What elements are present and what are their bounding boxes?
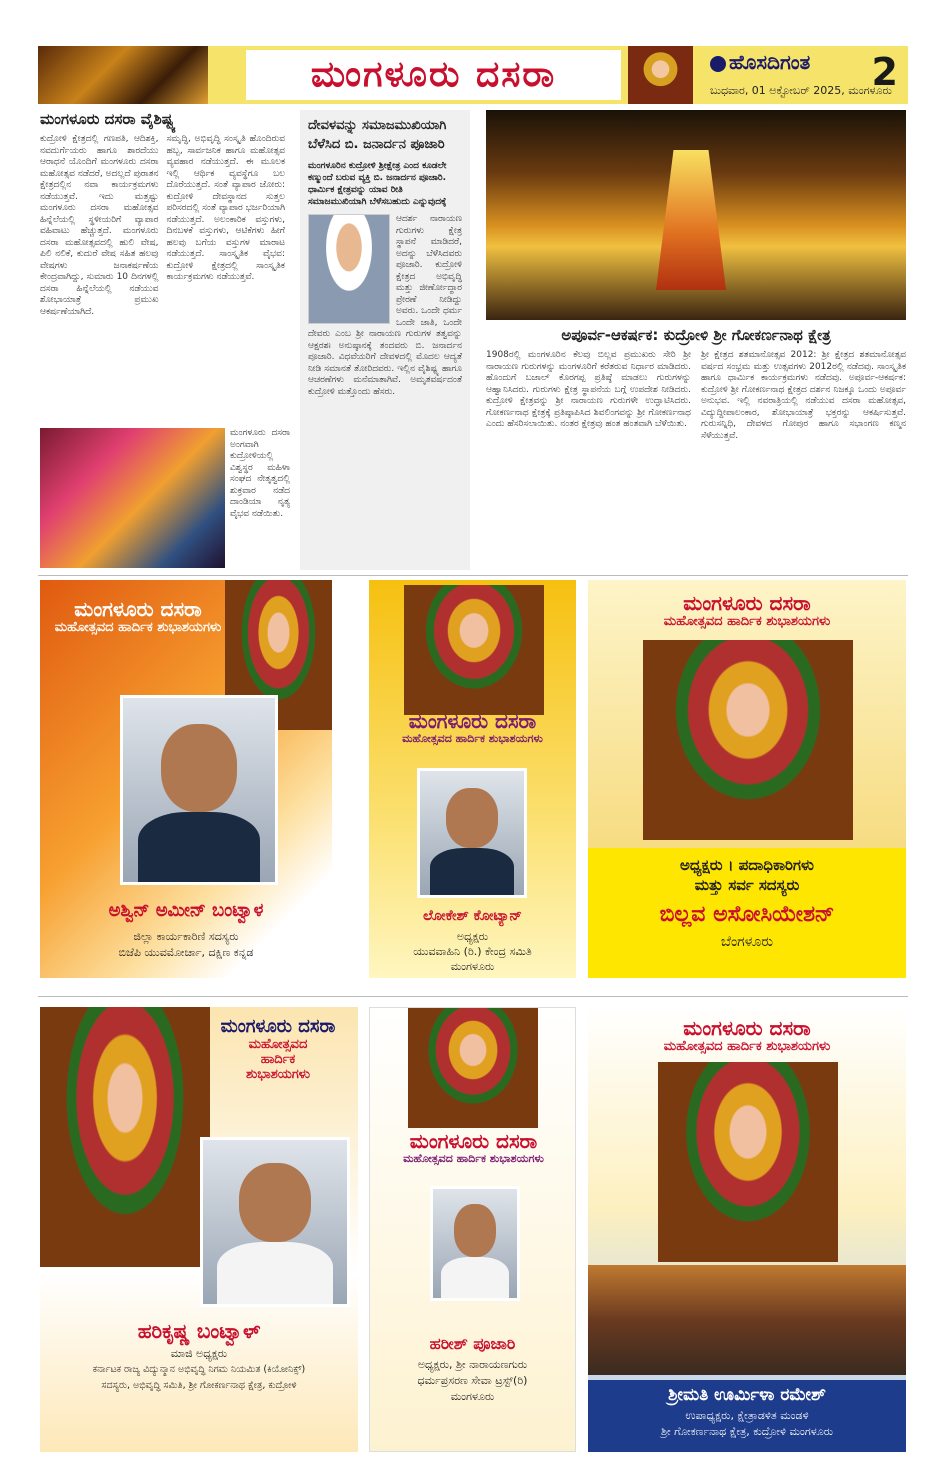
ad-heading [369, 710, 576, 746]
article-body: ಆದರ್ಶ ನಾರಾಯಣ ಗುರುಗಳು ಕ್ಷೇತ್ರ ಸ್ಥಾಪನೆ ಮಾಡಿದರೆ, ಅದನ್ನು ಬೆಳೆಸಿದವರು ಪೂಜಾರಿ. ಕುದ್ರೋಳಿ ಕ್ಷೇತ್ರದ ಅಭಿವೃದ್ಧಿ ಮತ್ತು ಜೀರ್ಣೋದ್ಧಾರ ಪ್ರೇರಣೆ ನೀಡಿದ್ದು ಅವರು. ಒಂದೇ ಧರ್ಮ ಒಂದೇ ಜಾತಿ, ಒಂದೇ ದೇವರು ಎಂಬ ಶ್ರೀ ನಾರಾಯಣ ಗುರುಗಳ ತತ್ವವನ್ನು ಆಕ್ಷರಶಃ ಅನುಷ್ಠಾನಕ್ಕೆ ತಂದವರು ಬಿ. ಜನಾರ್ದನ ಪೂಜಾರಿ. ವಿಧವೆಯರಿಗೆ ದೇವಳದಲ್ಲಿ ಮೊದಲ ಆದ್ಯತೆ ನೀಡಿ ಸಮಾನತೆ ತೋರಿದವರು. ಇಲ್ಲಿನ ವೈಶಿಷ್ಟ್ಯ ಹಾಗೂ ಆಚರಣೆಗಳು ಮನೆಮಾತಾಗಿವೆ. ಅಮೃತವರ್ಷದಂತೆ ಕುದ್ರೋಳಿ ಮತ್ತೊಂದು ಹೆಸರು. [308, 214, 462, 397]
ad-title: ಮಂಗಳೂರು ದಸರಾ [408, 709, 537, 733]
janardhan-poojary-photo [308, 214, 390, 324]
ad-line: ಮತ್ತು ಸರ್ವ ಸದಸ್ಯರು [694, 876, 800, 894]
article-lead: ಮಂಗಳೂರಿನ ಕುದ್ರೋಳಿ ಶ್ರೀಕ್ಷೇತ್ರ ಎಂದ ಕೂಡಲೇ ಕಣ್ಮುಂದೆ ಬರುವ ವ್ಯಕ್ತಿ ಬಿ. ಜನಾರ್ದನ ಪೂಜಾರಿ. ಧಾರ್ಮಿಕ ಕ್ಷೇತ್ರವನ್ನು ಯಾವ ರೀತಿ ಸಮಾಜಮುಖಿಯಾಗಿ ಬೆಳೆಸಬಹುದು ಎನ್ನುವುದಕ್ಕೆ [308, 161, 447, 207]
person-org: ಧರ್ಮಪ್ರಸರಣ ಸೇವಾ ಟ್ರಸ್ಟ್(ರಿ) [417, 1374, 528, 1387]
ad-subtitle: ಮಹೋತ್ಸವದ [248, 1036, 308, 1052]
article-column: ಕುದ್ರೋಳಿ ಕ್ಷೇತ್ರದಲ್ಲಿ ಗಣಪತಿ, ಆದಿಶಕ್ತಿ, ನವದುರ್ಗೆಯರು ಹಾಗೂ ಶಾರದೆಯು ಆರಾಧನೆ ಯೊಂದಿಗೆ ಮಂಗಳೂರು ದಸರಾ ಮಹೋತ್ಸವ ನಡೆದರೆ, ಅದಲ್ಲದೆ ಪುರಾತನ ಕ್ಷೇತ್ರದಲ್ಲಿನ ನವಾ ಕಾರ್ಯಕ್ರಮಗಳು ನಡೆಯುತ್ತವೆ. ಇದು ಮತ್ತಷ್ಟು ಮಂಗಳೂರು ದಸರಾ ಮಹೋತ್ಸವ ಹಿನ್ನೆಲೆಯಲ್ಲಿ ಸ್ಥಳೀಯರಿಗೆ ವ್ಯಾಪಾರ ವಹಿವಾಟು ಹೆಚ್ಚುತ್ತದೆ. ಮಂಗಳೂರು ದಸರಾ ಮಹೋತ್ಸವದಲ್ಲಿ ಹುಲಿ ವೇಷ, ಪಿಲಿ ನಲಿಕೆ, ಕುದುರೆ ವೇಷ ಸಹಿತ ಹಲವು ವೇಷಗಳು ಜನಾಕರ್ಷಣೆಯ ಕೇಂದ್ರವಾಗಿದ್ದು, ಸುಮಾರು 10 ದಿನಗಳಲ್ಲಿ ದಸರಾ ಹಿನ್ನೆಲೆಯಲ್ಲಿ ನಡೆಯುವ ಶೋಭಾಯಾತ್ರೆ ಪ್ರಮುಖ ಆಕರ್ಷಣೆಯಾಗಿದೆ. [40, 134, 159, 317]
article-dasara-features [40, 110, 285, 425]
ad-line: ಅಧ್ಯಕ್ಷರು । ಪದಾಧಿಕಾರಿಗಳು [680, 856, 814, 874]
person-org: ಬಿಜೆಪಿ ಯುವಮೋರ್ಚಾ, ದಕ್ಷಿಣ ಕನ್ನಡ [118, 946, 254, 959]
body-shape [441, 1257, 508, 1298]
person-photo [200, 1137, 350, 1307]
person-org: ಯುವವಾಹಿನಿ (ರಿ.) ಕೇಂದ್ರ ಸಮಿತಿ [413, 945, 532, 958]
goddess-image [628, 46, 693, 104]
logo-icon [710, 56, 726, 72]
goddess-image [643, 640, 853, 840]
person-role: ಅಧ್ಯಕ್ಷರು [456, 930, 489, 943]
ad-title: ಮಂಗಳೂರು ದಸರಾ [74, 597, 202, 621]
photo-caption: ಮಂಗಳೂರು ದಸರಾ ಅಂಗವಾಗಿ ಕುದ್ರೋಳಿಯಲ್ಲಿ ವಿಶ್ವಸ್ಥರ ಮಹಿಳಾ ಸಂಘದ ನೇತೃತ್ವದಲ್ಲಿ ಶುಕ್ರವಾರ ನಡೆದ ದಾಂಡಿಯಾ ನೃತ್ಯ ವೈಭವ ನಡೆಯಿತು. [230, 428, 290, 519]
ad-heading [588, 1017, 906, 1055]
greeting-ad [369, 580, 576, 978]
ad-subtitle: ಹಾರ್ದಿಕ [260, 1051, 296, 1067]
person-role: ಮಾಜಿ ಅಧ್ಯಕ್ಷರು [170, 1347, 228, 1360]
greeting-ad [369, 1007, 576, 1452]
goddess-image [40, 1007, 210, 1267]
face-shape [454, 1204, 496, 1256]
person-photo [120, 695, 278, 885]
article-heading: ಮಂಗಳೂರು ದಸರಾ ವೈಶಿಷ್ಟ್ಯ [40, 110, 176, 128]
newspaper-name: ಹೊಸದಿಗಂತ [729, 50, 811, 74]
ad-subtitle: ಮಹೋತ್ಸವದ ಹಾರ್ದಿಕ ಶುಭಾಶಯಗಳು [402, 732, 543, 745]
divider [38, 996, 908, 997]
person-photo [430, 1186, 520, 1301]
page-number: 2 [871, 50, 898, 94]
person-org: ಶ್ರೀ ಗೋಕರ್ಣನಾಥ ಕ್ಷೇತ್ರ, ಕುದ್ರೋಳಿ ಮಂಗಳೂರು [660, 1425, 834, 1438]
article-column: 1908ರಲ್ಲಿ ಮಂಗಳೂರಿನ ಕೆಲವು ಬಿಲ್ಲವ ಪ್ರಮುಖರು ಸೇರಿ ಶ್ರೀ ನಾರಾಯಣ ಗುರುಗಳನ್ನು ಮಂಗಳೂರಿಗೆ ಕರೆತರುವ ನಿರ್ಧಾರ ಮಾಡಿದರು. ಹೊಂದುಗೆ ಬಜಾಲ್ ಕೊರಗಪ್ಪ ಪ್ರತಿಷ್ಠೆ ಮಾಡಲು ಗುರುಗಳನ್ನು ಆಹ್ವಾನಿಸಿದರು. ಗುರುಗಳು ಕ್ಷೇತ್ರ ಸ್ಥಾಪನೆಯ ಬಗ್ಗೆ ಉಪದೇಶ ನೀಡಿದರು. ಕುದ್ರೋಳಿ ಕ್ಷೇತ್ರವನ್ನು ಶ್ರೀ ನಾರಾಯಣ ಗುರುಗಳೇ ಉದ್ಘಾಟಿಸಿದರು. ಗೋಕರ್ಣನಾಥ ಕ್ಷೇತ್ರಕ್ಕೆ ಪ್ರತಿಷ್ಠಾಪಿಸಿದ ಶಿವಲಿಂಗವನ್ನು ಶ್ರೀ ಗೋಕರ್ಣನಾಥ ಎಂದು ಹೆಸರಿಸಲಾಯಿತು. ನಂತರ ಕ್ಷೇತ್ರವು ಹಂತ ಹಂತವಾಗಿ ಬೆಳೆಯಿತು. [486, 350, 691, 429]
org-name: ಬಿಲ್ಲವ ಅಸೋಸಿಯೇಶನ್ [659, 902, 835, 927]
ad-title: ಮಂಗಳೂರು ದಸರಾ [220, 1016, 336, 1037]
ad-subtitle: ಮಹೋತ್ಸವದ ಹಾರ್ದಿಕ ಶುಭಾಶಯಗಳು [403, 1152, 544, 1165]
person-photo [417, 768, 527, 898]
face-shape [161, 724, 237, 812]
ad-title: ಮಂಗಳೂರು ದಸರಾ [409, 1129, 538, 1153]
ad-subtitle: ಮಹೋತ್ಸವದ ಹಾರ್ದಿಕ ಶುಭಾಶಯಗಳು [663, 1039, 831, 1054]
ad-subtitle: ಮಹೋತ್ಸವದ ಹಾರ್ದಿಕ ಶುಭಾಶಯಗಳು [663, 614, 831, 629]
body-shape [430, 848, 513, 895]
goddess-image [658, 1062, 838, 1262]
person-org: ಕರ್ನಾಟಕ ರಾಜ್ಯ ವಿದ್ಯುನ್ಮಾನ ಅಭಿವೃದ್ಧಿ ನಿಗಮ ನಿಯಮಿತ (ಕಿಯೋನಿಕ್ಸ್) [92, 1364, 306, 1375]
temple-tower [656, 150, 726, 290]
face-shape [239, 1163, 311, 1242]
temple-photo [486, 110, 906, 320]
person-name: ಅಶ್ವಿನ್ ಅಮೀನ್ ಬಂಟ್ವಾಳ [108, 900, 264, 921]
body-shape [138, 812, 260, 882]
ad-title: ಮಂಗಳೂರು ದಸರಾ [683, 591, 811, 615]
greeting-ad [40, 1007, 358, 1452]
face-shape [446, 788, 498, 848]
ad-heading [208, 1017, 348, 1083]
temple-facade [588, 1265, 906, 1375]
divider [38, 575, 908, 576]
greeting-ad [588, 1007, 906, 1452]
person-name: ಹರಿಕೃಷ್ಣ ಬಂಟ್ವಾಳ್ [137, 1319, 261, 1343]
article-heading: ಅಪೂರ್ವ-ಆಕರ್ಷಕ: ಕುದ್ರೋಳಿ ಶ್ರೀ ಗೋಕರ್ಣನಾಥ ಕ್ಷೇತ್ರ [561, 326, 831, 344]
person-role: ಜಿಲ್ಲಾ ಕಾರ್ಯಕಾರಿಣಿ ಸದಸ್ಯರು [133, 930, 239, 943]
goddess-image [408, 1008, 538, 1128]
body-shape [217, 1242, 332, 1304]
article-janardhan-poojary [300, 110, 470, 570]
article-heading: ದೇವಳವನ್ನು ಸಮಾಜಮುಖಿಯಾಗಿ ಬೆಳೆಸಿದ ಬಿ. ಜನಾರ್ದನ ಪೂಜಾರಿ [308, 118, 447, 152]
person-role: ಉಪಾಧ್ಯಕ್ಷರು, ಕ್ಷೇತ್ರಾಡಳಿತ ಮಂಡಳಿ [685, 1409, 809, 1422]
article-column: ಶ್ರೀ ಕ್ಷೇತ್ರದ ಶತಮಾನೋತ್ಸವ 2012: ಶ್ರೀ ಕ್ಷೇತ್ರದ ಶತಮಾನೋತ್ಸವ ವರ್ಷದ ಸಂಭ್ರಮ ಮತ್ತು ಉತ್ಸವಗಳು 2012ರಲ್ಲಿ ನಡೆದವು. ಸಾಂಸ್ಕೃತಿಕ ಹಾಗೂ ಧಾರ್ಮಿಕ ಕಾರ್ಯಕ್ರಮಗಳು ನಡೆದವು. ಅಪೂರ್ವ-ಆಕರ್ಷಕ: ಕುದ್ರೋಳಿ ಶ್ರೀ ಗೋಕರ್ಣನಾಥ ಕ್ಷೇತ್ರದ ದರ್ಶನ ನಿಜಕ್ಕೂ ಒಂದು ಅಪೂರ್ವ ಅನುಭವ. ಇಲ್ಲಿ ನವರಾತ್ರಿಯಲ್ಲಿ ನಡೆಯುವ ದಸರಾ ಮಹೋತ್ಸವ, ವಿದ್ಯುದ್ದೀಪಾಲಂಕಾರ, ಶೋಭಾಯಾತ್ರೆ ಭಕ್ತರನ್ನು ಆಕರ್ಷಿಸುತ್ತವೆ. ಗುರುಸನ್ನಿಧಿ, ದೇವಳದ ಗೋಪುರ ಹಾಗೂ ಸಭಾಂಗಣ ಕಣ್ಮನ ಸೆಳೆಯುತ್ತವೆ. [701, 350, 906, 441]
article-column: ಸಮೃದ್ಧಿ, ಅಭಿವೃದ್ಧಿ ಸಂಸ್ಕೃತಿ ಹೊಂದಿರುವ ಹಬ್ಬ, ಸಾರ್ವಜನಿಕ ಹಾಗೂ ಮಹೋತ್ಸವ ವ್ಯವಹಾರ ನಡೆಯುತ್ತದೆ. ಈ ಮೂಲಕ ಇಲ್ಲಿ ಆರ್ಥಿಕ ವ್ಯವಸ್ಥೆಗೂ ಬಲ ದೊರೆಯುತ್ತದೆ. ಸಂತೆ ವ್ಯಾಪಾರ ಜೋರು: ಕುದ್ರೋಳಿ ದೇವಸ್ಥಾನದ ಸುತ್ತಲ ಪರಿಸರದಲ್ಲಿ ಸಂತೆ ವ್ಯಾಪಾರ ಭರ್ಜರಿಯಾಗಿ ನಡೆಯುತ್ತದೆ. ಅಲಂಕಾರಿಕ ವಸ್ತುಗಳು, ದಿನಬಳಕೆ ವಸ್ತುಗಳು, ಆಟಿಕೆಗಳು ಹೀಗೆ ಹಲವು ಬಗೆಯ ವಸ್ತುಗಳ ಮಾರಾಟ ನಡೆಯುತ್ತದೆ. ಸಾಂಸ್ಕೃತಿಕ ವೈಭವ: ಕುದ್ರೋಳಿ ಕ್ಷೇತ್ರದಲ್ಲಿ ಸಾಂಸ್ಕೃತಿಕ ಕಾರ್ಯಕ್ರಮಗಳು ನಡೆಯುತ್ತವೆ. [166, 134, 285, 282]
person-role: ಅಧ್ಯಕ್ಷರು, ಶ್ರೀ ನಾರಾಯಣಗುರು [417, 1358, 528, 1371]
person-org: ಸದಸ್ಯರು, ಅಭಿವೃದ್ಧಿ ಸಮಿತಿ, ಶ್ರೀ ಗೋಕರ್ಣನಾಥ ಕ್ಷೇತ್ರ, ಕುದ್ರೋಳಿ [101, 1380, 297, 1391]
ad-subtitle: ಶುಭಾಶಯಗಳು [246, 1066, 310, 1082]
ad-heading [370, 1130, 576, 1166]
dandiya-photo [40, 428, 225, 568]
ad-heading [588, 592, 906, 630]
person-name: ಹರೀಶ್ ಪೂಜಾರಿ [429, 1334, 516, 1353]
org-place: ಬೆಂಗಳೂರು [720, 934, 774, 950]
person-place: ಮಂಗಳೂರು [450, 960, 495, 973]
page-title: ಮಂಗಳೂರು ದಸರಾ [246, 50, 621, 100]
masthead-banner [38, 46, 908, 104]
temple-night-photo [38, 46, 208, 104]
goddess-image [404, 585, 544, 715]
person-name: ಶ್ರೀಮತಿ ಊರ್ಮಿಳಾ ರಮೇಶ್ [668, 1385, 826, 1405]
person-place: ಮಂಗಳೂರು [450, 1390, 495, 1403]
greeting-ad [40, 580, 332, 978]
dateline: ಬುಧವಾರ, 01 ಅಕ್ಟೋಬರ್ 2025, ಮಂಗಳೂರು [710, 84, 892, 97]
newspaper-logo [710, 50, 810, 74]
ad-heading [48, 598, 228, 636]
greeting-ad [588, 580, 906, 978]
ad-subtitle: ಮಹೋತ್ಸವದ ಹಾರ್ದಿಕ ಶುಭಾಶಯಗಳು [54, 620, 222, 635]
person-name: ಲೋಕೇಶ್ ಕೋಟ್ಯಾನ್ [423, 908, 522, 924]
ad-title: ಮಂಗಳೂರು ದಸರಾ [683, 1016, 811, 1040]
